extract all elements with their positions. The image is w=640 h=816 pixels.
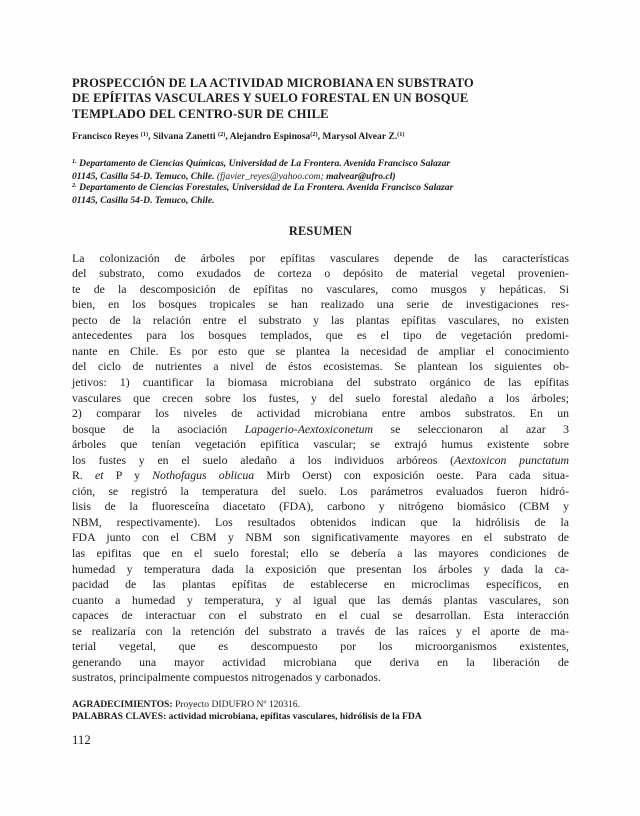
abstract-line [72, 639, 569, 655]
abstract-line [72, 344, 569, 360]
abstract-line [72, 608, 569, 624]
text-segment: NBM, respectivamente). Los resultados obtenidos indican que la hidrólisis de la [72, 514, 569, 529]
text-segment: vasculares que crecen sobre los fustes, y del suelo forestal aledaño a los árboles; [72, 390, 569, 405]
title-line: TEMPLADO DEL CENTRO-SUR DE CHILE [72, 106, 329, 121]
text-segment: terial vegetal, que es descompuesto por los microorganismos existentes, [72, 639, 569, 654]
text-segment: 01145, Casilla 54-D. Temuco, Chile. [72, 195, 215, 206]
page-content [72, 76, 569, 748]
page-number: 112 [72, 732, 91, 747]
text-segment: humedad y temperatura dada la exposición que presentan los árboles y dada la ca- [72, 561, 569, 576]
abstract-line [72, 251, 569, 267]
text-segment: Aextoxicon punctatum [454, 452, 569, 467]
text-segment: Mirb Oerst) con exposición oeste. Para cada situa- [254, 468, 569, 483]
text-segment: bosque de la asociación [72, 421, 245, 436]
abstract-line [72, 468, 569, 484]
text-segment: se seleccionaron al azar 3 [373, 421, 569, 436]
abstract-line [72, 406, 569, 422]
abstract-line [72, 530, 569, 546]
acknowledgements-line [72, 699, 569, 711]
affiliation-line [72, 158, 569, 171]
footer-lines [72, 699, 569, 723]
text-segment: 1. [72, 158, 77, 166]
text-segment: se realizaría con la retención del substrato a través de las raíces y el aporte de ma- [72, 623, 569, 638]
abstract-line [72, 391, 569, 407]
text-segment: (fjavier_reyes@yahoo.com; [216, 170, 327, 182]
abstract-line [72, 546, 569, 562]
text-segment: jetivos: 1) cuantificar la biomasa microbiana del substrato orgánico de las epífitas [72, 374, 569, 389]
abstract-line [72, 437, 569, 453]
text-segment: Proyecto DIDUFRO Nº 120316. [172, 698, 300, 710]
text-segment: nante en Chile. Es por esto que se plantea la necesidad de ampliar el conocimiento [72, 343, 569, 358]
title-line: PROSPECCIÓN DE LA ACTIVIDAD MICROBIANA EN SUBSTRATO [72, 76, 474, 90]
text-segment: et [95, 468, 104, 483]
text-segment: 01145, Casilla 54-D. Temuco, Chile. [72, 170, 217, 182]
text-segment: (2) [217, 131, 226, 139]
abstract-line [72, 266, 569, 282]
text-segment: árboles que tenían vegetación epifítica vascular; se extrajó humus existente sobre [72, 437, 569, 452]
abstract-line [72, 577, 569, 593]
abstract-line [72, 624, 569, 640]
keywords-line: PALABRAS CLAVES: actividad microbiana, epífitas vasculares, hidrólisis de la FDA [72, 710, 422, 722]
abstract-line [72, 313, 569, 329]
text-segment: lisis de la fluoresceína diacetato (FDA), carbono y nitrógeno biomásico (CBM y [72, 499, 569, 514]
text-segment: los fustes y en el suelo aledaño a los individuos arbóreos ( [72, 452, 455, 467]
text-segment: cuanto a humedad y temperatura, y al igual que las demás plantas vasculares, son [72, 592, 569, 607]
abstract-line [72, 375, 569, 391]
section-heading-resumen: RESUMEN [288, 223, 353, 238]
abstract-line [72, 655, 569, 671]
abstract-line [72, 282, 569, 298]
text-segment: FDA junto con el CBM y NBM son significativamente mayores en el substrato de [72, 530, 569, 545]
text-segment: Francisco Reyes [72, 131, 141, 143]
text-segment: La colonización de árboles por epífitas vasculares depende de las características [72, 250, 569, 265]
paper-title [72, 76, 569, 122]
text-segment: Departamento de Ciencias Forestales, Universidad de La Frontera. Avenida Francisco Salazar [76, 182, 454, 194]
text-segment: las epifitas que en el suelo forestal; ello se debería a las mayores condiciones de [72, 545, 569, 560]
text-segment: ción, se registró la temperatura del suelo. Los parámetros evaluados fueron hidró- [72, 483, 569, 498]
abstract-line [72, 593, 569, 609]
text-segment: P y [103, 468, 153, 483]
abstract-line [72, 453, 569, 469]
abstract-line [72, 422, 569, 438]
text-segment: malvear@ufro.cl) [326, 170, 396, 182]
abstract-line [72, 484, 569, 500]
text-segment: antecedentes para los bosques templados, que es el tipo de vegetación predomi- [72, 328, 569, 343]
text-segment: Lapagerio-Aextoxiconetum [244, 421, 374, 436]
text-segment: bien, en los bosques tropicales se han realizado una serie de investigaciones res- [72, 297, 569, 312]
abstract-line [72, 515, 569, 531]
affiliation-line [72, 171, 569, 183]
text-segment: , Alejandro Espinosa [225, 131, 311, 143]
authors-line [72, 131, 569, 143]
abstract-body [72, 251, 569, 686]
text-segment: 2. [72, 182, 77, 190]
text-segment: (1) [140, 131, 149, 139]
text-segment: capaces de interactuar con el substrato en el cual se desarrollan. Esta interacción [72, 608, 569, 623]
abstract-line [72, 562, 569, 578]
text-segment: te de la descomposición de epífitas no vasculares, como musgos y hepáticas. Si [72, 281, 569, 296]
affiliation-line [72, 195, 569, 207]
text-segment: R. [72, 468, 96, 483]
text-segment: pacidad de las plantas epífitas de establecerse en microclimas específicos, en [72, 577, 569, 592]
text-segment: , Silvana Zanetti [148, 131, 218, 143]
affiliation-line [72, 182, 569, 195]
text-segment: , Marysol Alvear Z. [317, 131, 398, 143]
text-segment: AGRADECIMIENTOS: [72, 698, 173, 710]
text-segment: 2) comparar los niveles de actividad microbiana entre ambos substratos. En un [72, 406, 569, 421]
text-segment: generando una mayor actividad microbiana que deriva en la liberación de [72, 654, 569, 669]
text-segment: (2) [310, 131, 318, 139]
text-segment: del substrato, como exudados de corteza o depósito de material vegetal provenien- [72, 266, 569, 281]
text-segment: del ciclo de nutrientes a nivel de éstos ecosistemas. Se plantean los siguientes ob- [72, 359, 569, 374]
abstract-line [72, 297, 569, 313]
text-segment: Nothofagus oblicua [152, 468, 255, 483]
title-line: DE EPÍFITAS VASCULARES Y SUELO FORESTAL EN UN BOSQUE [72, 91, 469, 106]
text-segment: sustratos, principalmente compuestos nitrogenados y carbonados. [72, 670, 381, 685]
abstract-line [72, 359, 569, 375]
abstract-line [72, 499, 569, 515]
text-segment: pecto de la relación entre el substrato y las plantas epífitas vasculares, no existen [72, 312, 569, 327]
text-segment: Departamento de Ciencias Químicas, Universidad de La Frontera. Avenida Francisco Salazar [76, 158, 451, 170]
text-segment: (1) [397, 131, 405, 139]
affiliations [72, 158, 569, 206]
abstract-line [72, 328, 569, 344]
abstract-line [72, 670, 569, 686]
